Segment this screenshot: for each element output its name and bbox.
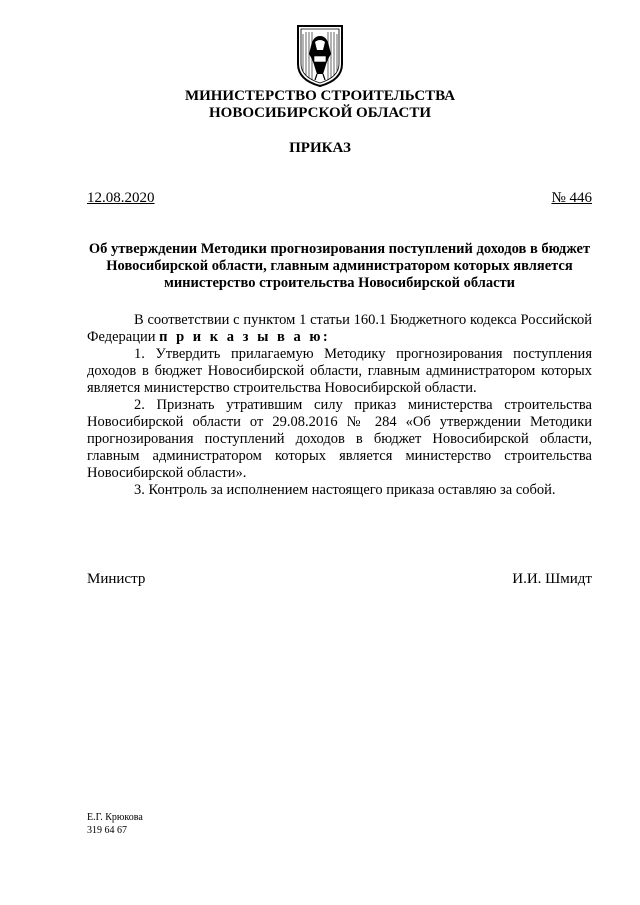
executor-info (87, 811, 143, 837)
order-item-1: 1. Утвердить прилагаемую Методику прогнозирования поступления доходов в бюджет Новосибирской области, главным администратором которых является министерство строительства Новосибирской области. (87, 346, 592, 396)
novosibirsk-coat-of-arms-icon (293, 24, 347, 88)
signatory-position: Министр (87, 571, 146, 587)
intro-action-word: п р и к а з ы в а ю: (159, 329, 331, 345)
ministry-name-line-2: НОВОСИБИРСКОЙ ОБЛАСТИ (208, 105, 432, 121)
order-date: 12.08.2020 (87, 190, 155, 206)
order-body (87, 312, 592, 499)
order-item-2: 2. Признать утратившим силу приказ министерства строительства Новосибирской области от 29.08.2016 № 284 «Об утверждении Методики прогнозирования поступлений доходов в бюджет Новосибирской области, главным администратором которых является министерство строительства Новосибирской области». (87, 397, 592, 481)
intro-paragraph (87, 312, 592, 346)
signatory-name: И.И. Шмидт (512, 571, 592, 587)
intro-text: В соответствии с пунктом 1 статьи 160.1 Бюджетного кодекса Российской Федерации (87, 312, 592, 345)
ministry-name-line-1: МИНИСТЕРСТВО СТРОИТЕЛЬСТВА (184, 88, 456, 104)
executor-phone: 319 64 67 (87, 825, 127, 836)
executor-name: Е.Г. Крюкова (87, 812, 143, 823)
order-item-3: 3. Контроль за исполнением настоящего приказа оставляю за собой. (134, 482, 556, 498)
order-subject: Об утверждении Методики прогнозирования поступлений доходов в бюджет Новосибирской области, главным администратором которых является министерство строительства Новосибирской области (88, 241, 591, 291)
order-number: № 446 (551, 190, 592, 206)
document-type-title: ПРИКАЗ (289, 140, 351, 156)
ministry-name (0, 88, 640, 122)
